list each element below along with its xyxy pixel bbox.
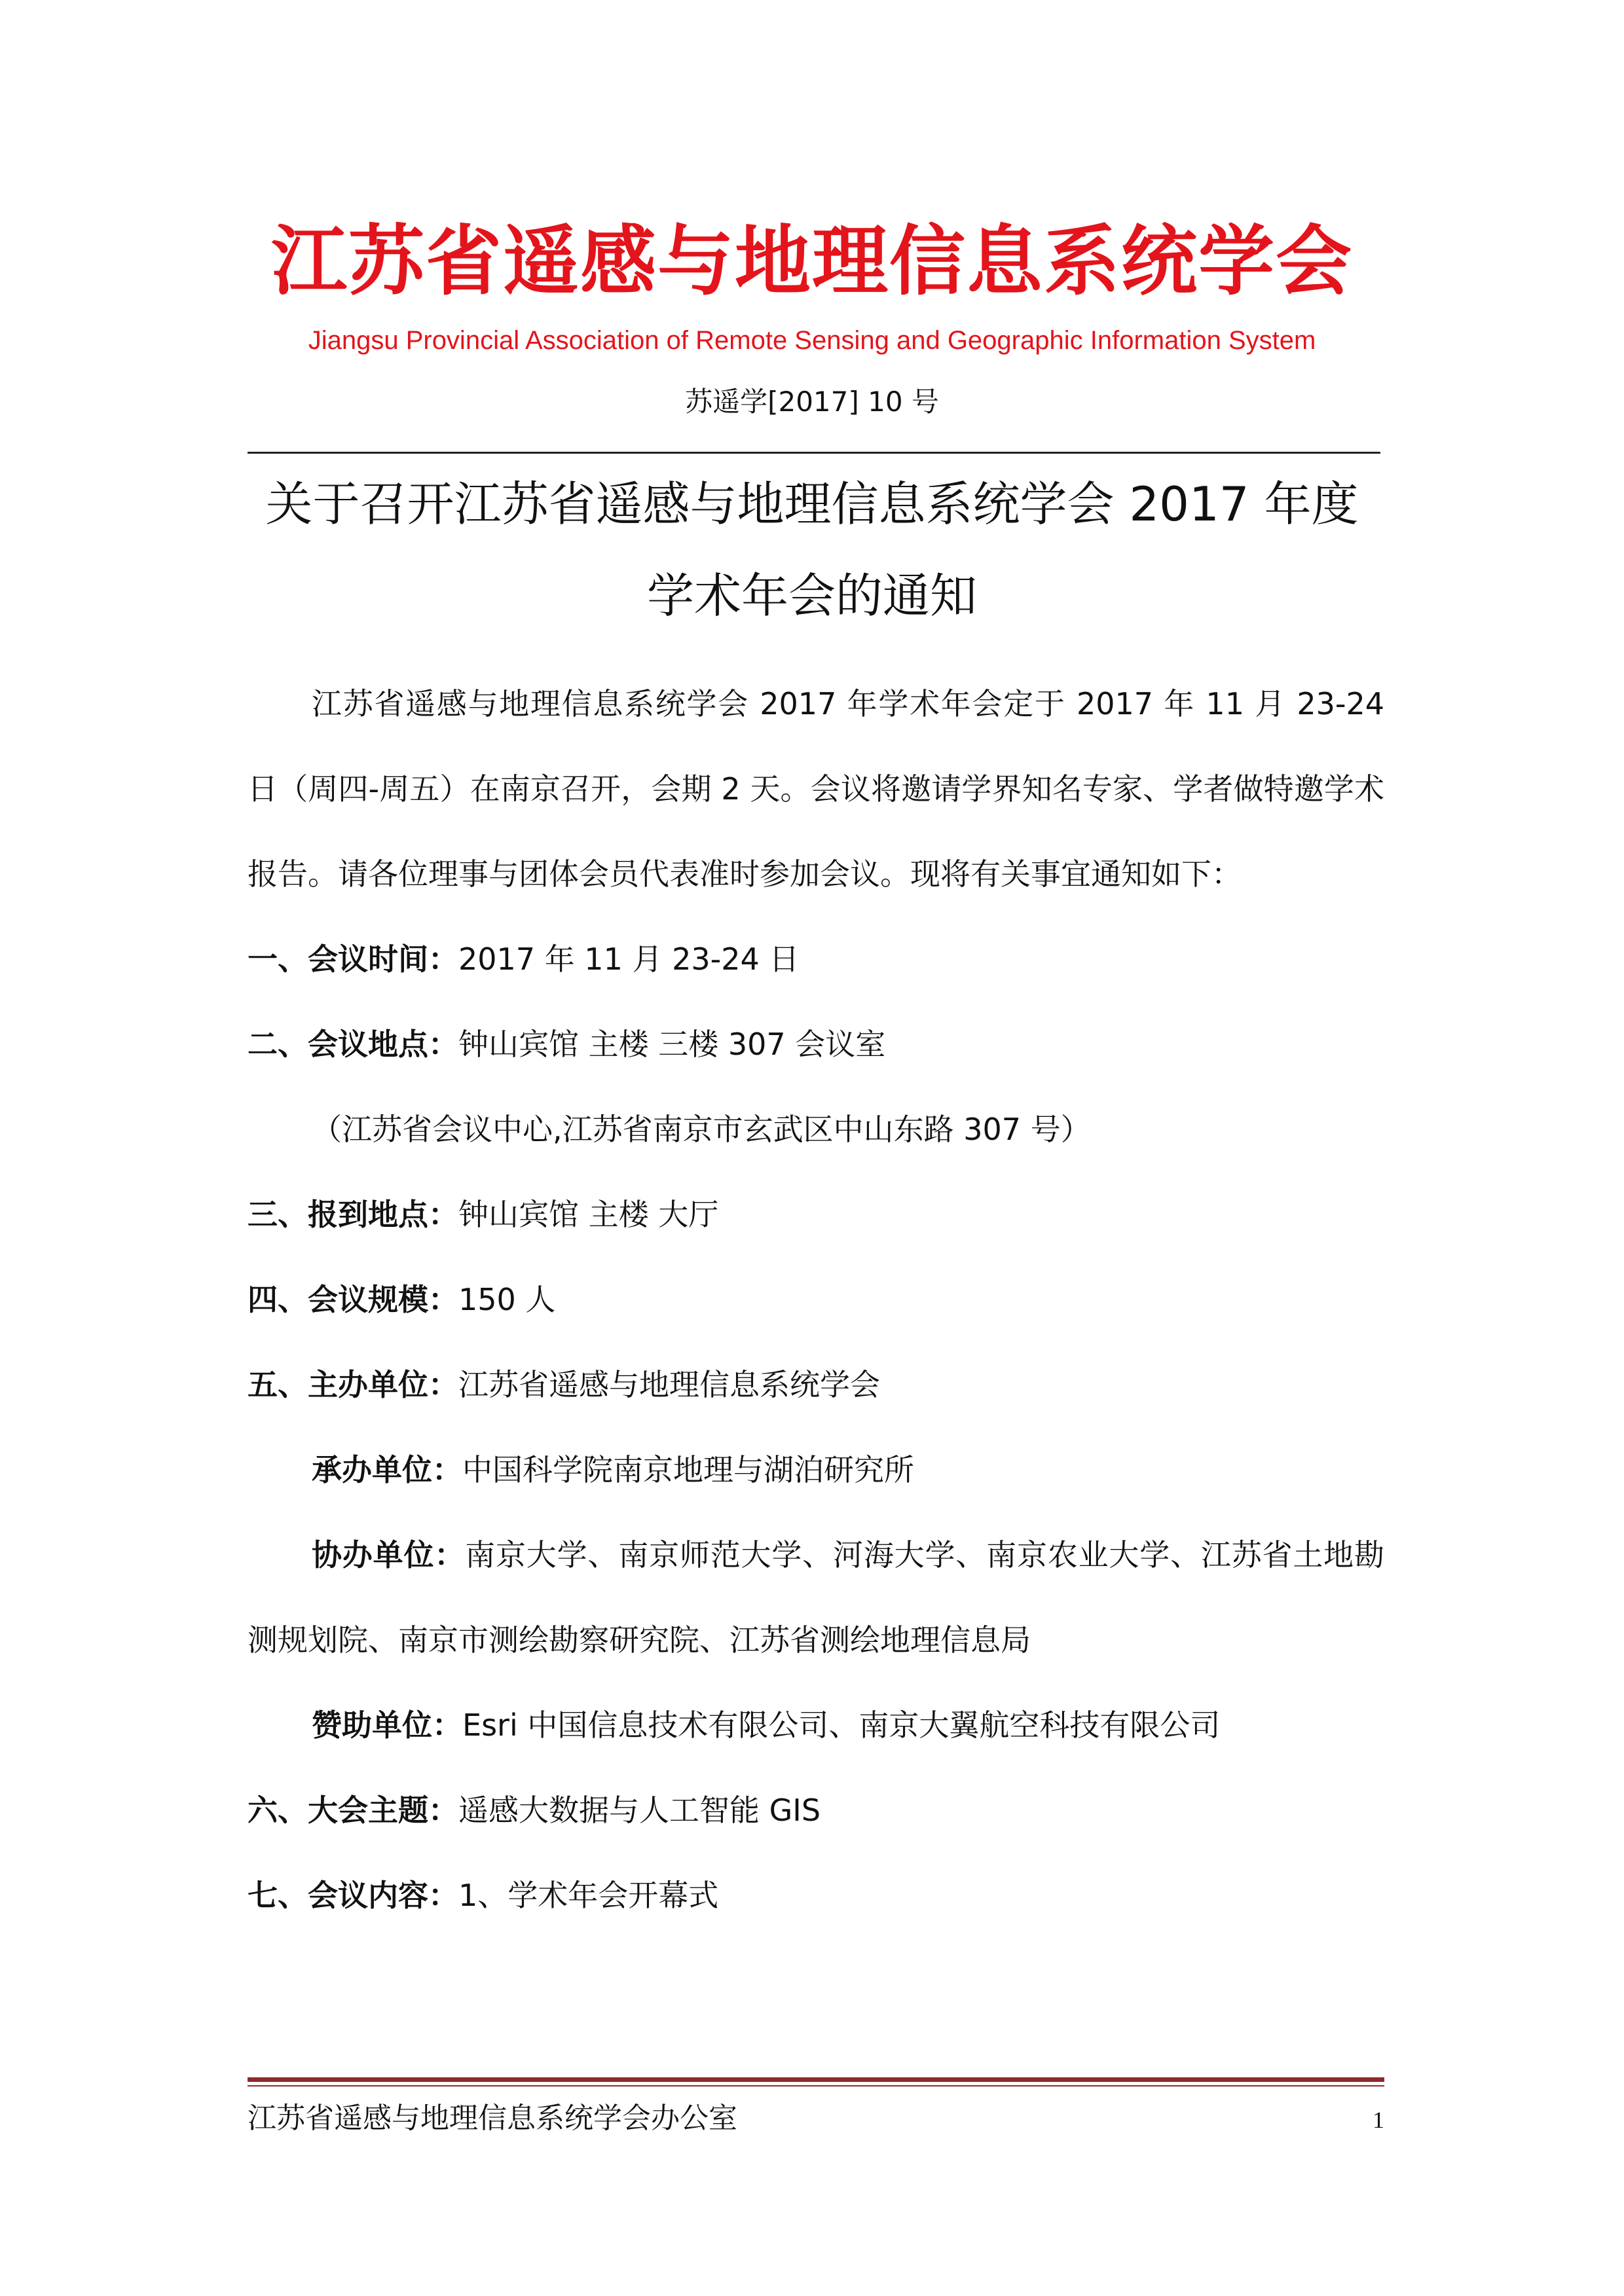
- item-host: [248, 1427, 1384, 1512]
- item-value: 2017 年 11 月 23-24 日: [458, 941, 800, 977]
- item-co-organizer: [248, 1512, 1384, 1683]
- item-conference-theme: [248, 1768, 1384, 1853]
- footer-divider-thick: [248, 2077, 1384, 2082]
- item-value: Esri 中国信息技术有限公司、南京大翼航空科技有限公司: [462, 1707, 1221, 1743]
- item-value: 钟山宾馆 主楼 三楼 307 会议室: [458, 1027, 886, 1062]
- item-value: 遥感大数据与人工智能 GIS: [458, 1793, 821, 1828]
- document-body: [248, 661, 1384, 1938]
- item-label: 承办单位：: [312, 1452, 462, 1487]
- item-meeting-time: [248, 917, 1384, 1002]
- intro-paragraph: 江苏省遥感与地理信息系统学会 2017 年学术年会定于 2017 年 11 月 23-24 日（周四-周五）在南京召开，会期 2 天。会议将邀请学界知名专家、学者做特邀学术报告。请各位理事与团体会员代表准时参加会议。现将有关事宜通知如下：: [248, 686, 1384, 892]
- item-sponsor: [248, 1683, 1384, 1768]
- item-label: 赞助单位：: [312, 1707, 462, 1743]
- document-title-line-1: 关于召开江苏省遥感与地理信息系统学会 2017 年度: [265, 477, 1359, 532]
- item-registration-location: [248, 1172, 1384, 1257]
- item-label: 三、报到地点：: [248, 1197, 458, 1232]
- item-label: 二、会议地点：: [248, 1027, 458, 1062]
- item-label: 协办单位：: [312, 1537, 466, 1573]
- header-divider: [248, 452, 1380, 454]
- item-value: 中国科学院南京地理与湖泊研究所: [462, 1452, 914, 1487]
- item-value: 1、学术年会开幕式: [458, 1878, 719, 1913]
- item-venue-address: （江苏省会议中心,江苏省南京市玄武区中山东路 307 号）: [312, 1112, 1091, 1147]
- item-value: 江苏省遥感与地理信息系统学会: [458, 1367, 880, 1402]
- item-label: 四、会议规模：: [248, 1282, 458, 1317]
- document-number: 苏遥学[2017] 10 号: [685, 386, 939, 418]
- item-value: 150 人: [458, 1282, 556, 1317]
- item-meeting-content: [248, 1853, 1384, 1938]
- item-meeting-venue: [248, 1002, 1384, 1087]
- item-meeting-scale: [248, 1257, 1384, 1342]
- document-title-line-2: 学术年会的通知: [646, 568, 977, 623]
- item-organizer: [248, 1342, 1384, 1427]
- letterhead-org-name-en: Jiangsu Provincial Association of Remote Sensing and Geographic Information System: [308, 326, 1316, 355]
- item-label: 六、大会主题：: [248, 1793, 458, 1828]
- footer-org-name: 江苏省遥感与地理信息系统学会办公室: [248, 2102, 737, 2135]
- item-label: 一、会议时间：: [248, 941, 458, 977]
- item-value: 南京大学、南京师范大学、河海大学、南京农业大学、江苏省土地勘测规划院、南京市测绘勘察研究院、江苏省测绘地理信息局: [248, 1537, 1385, 1658]
- letterhead-org-name-cn: 江苏省遥感与地理信息系统学会: [271, 217, 1353, 306]
- item-label: 五、主办单位：: [248, 1367, 458, 1402]
- item-label: 七、会议内容：: [248, 1878, 458, 1913]
- document-title: [0, 458, 1624, 642]
- item-value: 钟山宾馆 主楼 大厅: [458, 1197, 719, 1232]
- page-number: 1: [1373, 2107, 1384, 2133]
- footer-divider-thin: [248, 2085, 1384, 2086]
